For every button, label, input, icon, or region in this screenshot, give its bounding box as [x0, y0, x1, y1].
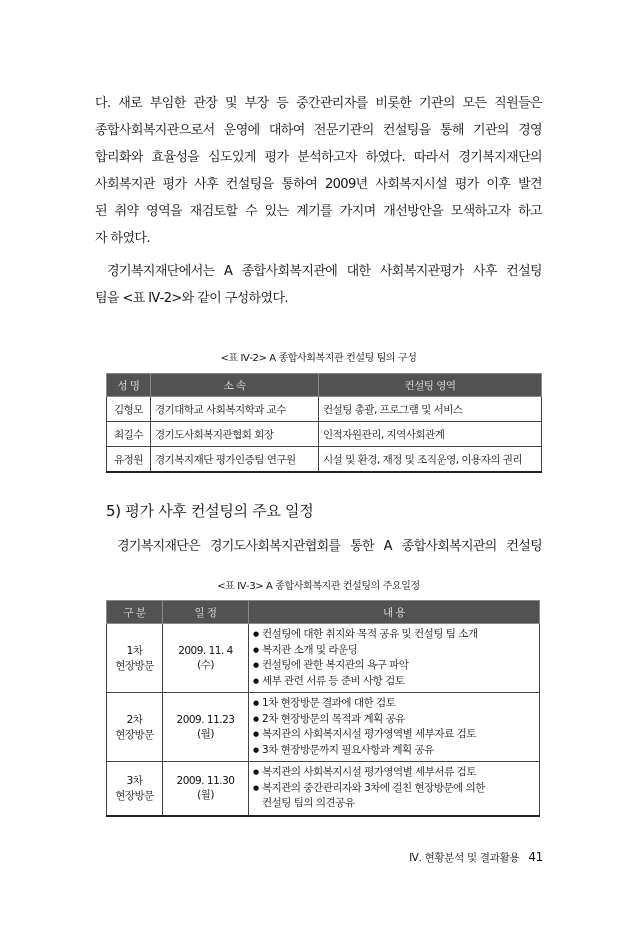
- schedule-date-cell: [163, 624, 249, 693]
- column-header: 컨설팅 영역: [319, 374, 542, 397]
- schedule-date-cell: [163, 762, 249, 816]
- text-line: 다. 새로 부임한 관장 및 부장 등 중간관리자를 비롯한 기관의 모든 직원들은: [95, 96, 542, 111]
- table-cell: 경기대학교 사회복지학과 교수: [151, 397, 319, 422]
- visit-category-text: 1차: [126, 645, 143, 657]
- table-row: [107, 693, 540, 762]
- visit-category-text: 현장방문: [115, 790, 154, 803]
- table2-caption: <표 Ⅳ-3> A 종합사회복지관 컨설팅의 주요일정: [217, 581, 420, 592]
- list-item: ● 복지관 소개 및 라운딩: [253, 643, 535, 659]
- table1-caption: <표 Ⅳ-2> A 종합사회복지관 컨설팅 팀의 구성: [220, 353, 417, 364]
- text-line: 합리화와 효율성을 심도있게 평가 분석하고자 하였다. 따라서 경기복지재단의: [95, 150, 542, 165]
- table-cell: 경기도사회복지관협회 회장: [151, 422, 319, 447]
- list-item: ● 복지관의 사회복지시설 평가영역별 세부자료 검토: [253, 727, 535, 743]
- list-item: ● 컨설팅에 대한 취지와 목적 공유 및 컨설팅 팀 소개: [253, 627, 535, 643]
- content-bullet-list: [253, 762, 535, 815]
- table-cell: 시설 및 환경, 재정 및 조직운영, 이용자의 권리: [319, 447, 542, 473]
- table-cell: 인적자원관리, 지역사회관계: [319, 422, 542, 447]
- visit-category-text: 현장방문: [115, 729, 154, 741]
- text-line: 경기복지재단은 경기도사회복지관협회를 통한 A 종합사회복지관의 컨설팅: [117, 539, 542, 554]
- schedule-date-text: (월): [197, 727, 214, 740]
- page-footer: [409, 850, 543, 865]
- body-paragraph-2: [95, 258, 542, 312]
- text-line: 된 취약 영역을 재검토할 수 있는 계기를 가지며 개선방안을 모색하고자 하고: [95, 204, 542, 219]
- section-heading: 5) 평가 사후 컨설팅의 주요 일정: [106, 502, 314, 520]
- schedule-date-text: (수): [197, 658, 214, 671]
- text-line: 팀을 <표 Ⅳ-2>와 같이 구성하였다.: [95, 291, 288, 306]
- table-row: [107, 624, 540, 693]
- schedule-date-cell: [163, 693, 249, 762]
- body-paragraph-3: [95, 533, 542, 560]
- visit-category-text: 2차: [126, 714, 143, 726]
- visit-category-cell: [107, 624, 163, 693]
- table-cell: 김형모: [107, 397, 151, 422]
- table-row: [107, 397, 542, 422]
- list-item: ● 복지관의 사회복지시설 평가영역별 세부서류 검토: [253, 765, 535, 781]
- consulting-team-table: [106, 373, 542, 473]
- column-header: 성 명: [107, 374, 151, 397]
- table-row: [107, 422, 542, 447]
- chapter-label: Ⅳ. 현황분석 및 결과활용: [409, 852, 520, 864]
- schedule-date-text: (월): [197, 788, 214, 801]
- visit-category-cell: [107, 762, 163, 816]
- table-row: [107, 447, 542, 473]
- table-cell: 경기복지재단 평가인증팀 연구원: [151, 447, 319, 473]
- table-row: [107, 762, 540, 816]
- table-cell: 최길수: [107, 422, 151, 447]
- page-number: 41: [528, 850, 543, 864]
- column-header: 소 속: [151, 374, 319, 397]
- list-item: ● 2차 현장방문의 목적과 계획 공유: [253, 712, 535, 728]
- visit-category-cell: [107, 693, 163, 762]
- table-cell: 유정원: [107, 447, 151, 473]
- list-item: ● 세부 관련 서류 등 준비 사항 검토: [253, 674, 535, 690]
- body-paragraph-1: [95, 90, 542, 252]
- content-bullet-list: [253, 693, 535, 761]
- schedule-date-text: 2009. 11.23: [176, 713, 235, 726]
- content-bullet-list: [253, 624, 535, 692]
- table-header-row: [107, 601, 540, 624]
- text-line: 자 하였다.: [95, 231, 150, 246]
- schedule-date-text: 2009. 11. 4: [178, 644, 233, 657]
- list-item: ● 복지관의 중간관리자와 3차에 걸친 현장방문에 의한 컨설팅 팀의 의견공유: [253, 781, 535, 812]
- content-cell: [249, 762, 540, 816]
- schedule-date-text: 2009. 11.30: [176, 774, 235, 787]
- text-line: 종합사회복지관으로서 운영에 대하여 전문기관의 컨설팅을 통해 기관의 경영: [95, 123, 542, 138]
- content-cell: [249, 693, 540, 762]
- visit-category-text: 3차: [126, 775, 143, 788]
- text-line: 사회복지관 평가 사후 컨설팅을 통하여 2009년 사회복지시설 평가 이후 발견: [95, 177, 542, 192]
- schedule-table: [106, 600, 540, 817]
- list-item: ● 3차 현장방문까지 필요사항과 계획 공유: [253, 743, 535, 759]
- table-cell: 컨설팅 총괄, 프로그램 및 서비스: [319, 397, 542, 422]
- text-line: 경기복지재단에서는 A 종합사회복지관에 대한 사회복지관평가 사후 컨설팅: [107, 264, 542, 279]
- column-header: 구 분: [107, 601, 163, 624]
- column-header: 내 용: [249, 601, 540, 624]
- list-item: ● 1차 현장방문 결과에 대한 검토: [253, 696, 535, 712]
- table-header-row: [107, 374, 542, 397]
- visit-category-text: 현장방문: [115, 660, 154, 672]
- column-header: 일 정: [163, 601, 249, 624]
- content-cell: [249, 624, 540, 693]
- list-item: ● 컨설팅에 관한 복지관의 욕구 파악: [253, 658, 535, 674]
